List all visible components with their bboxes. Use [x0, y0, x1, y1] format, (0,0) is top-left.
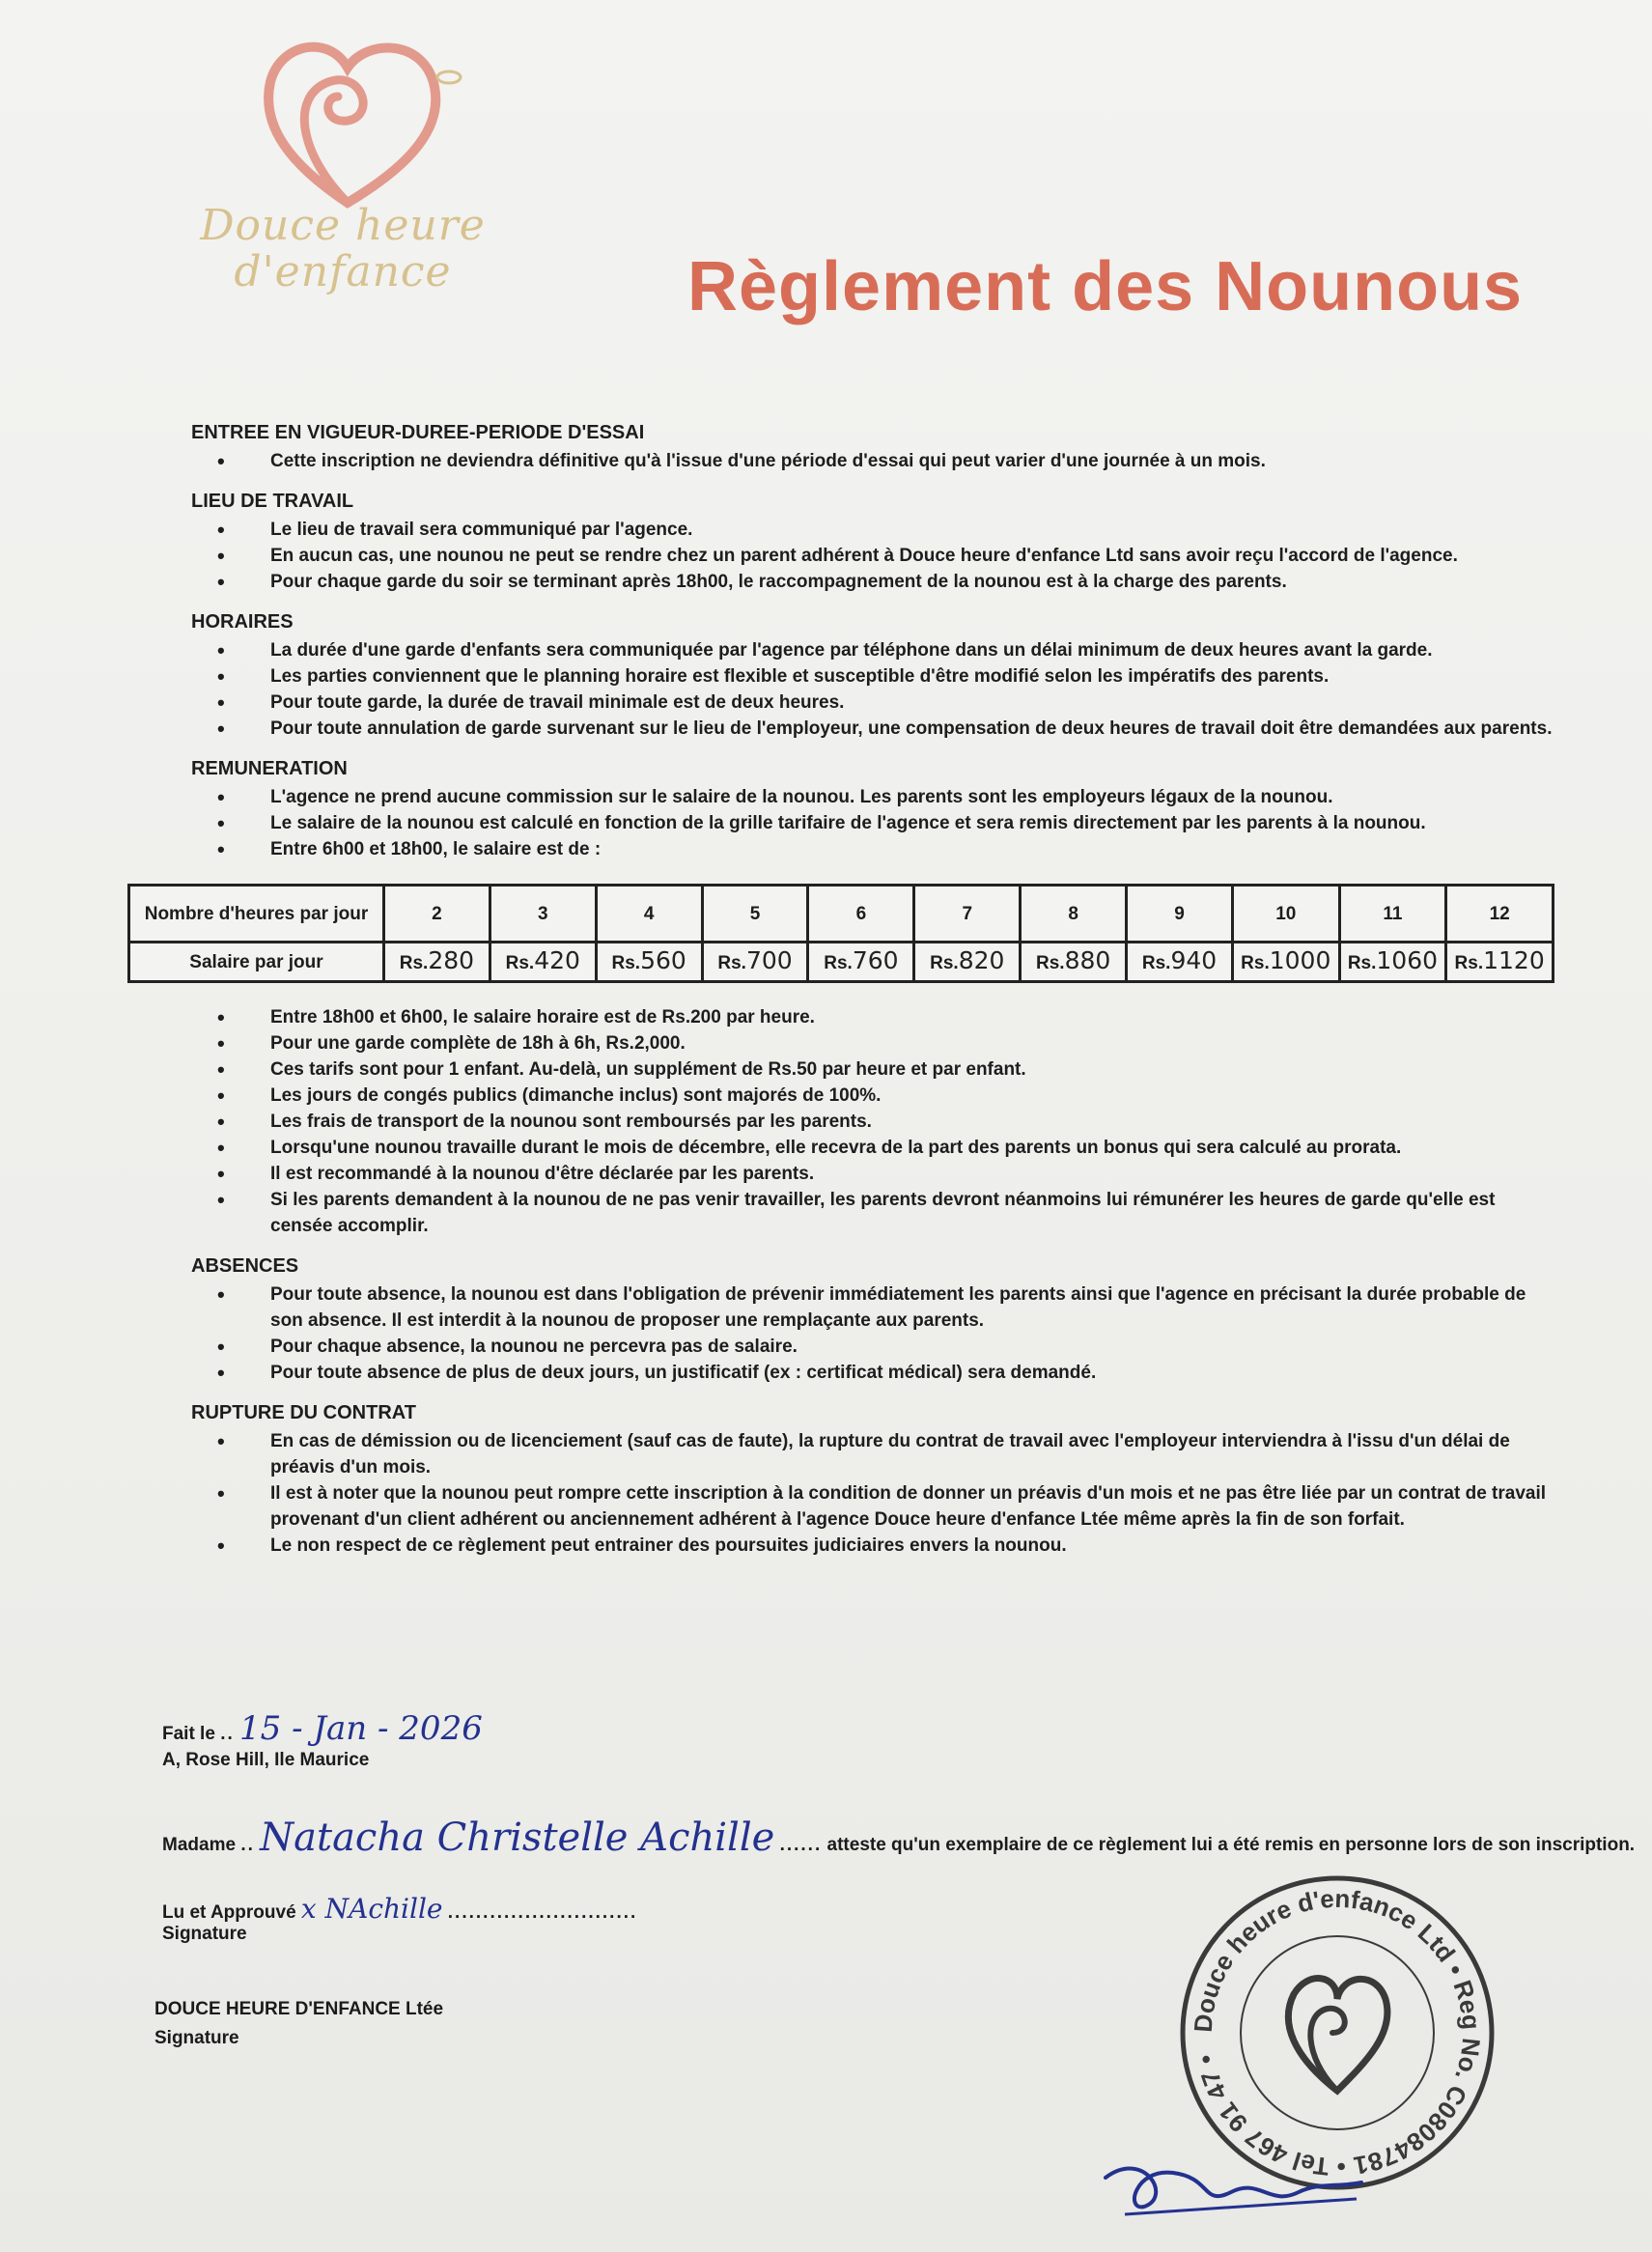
manager-signature-icon [1086, 2139, 1376, 2226]
list-item: • Pour chaque absence, la nounou ne percevra pas de salaire. [270, 1334, 1554, 1360]
currency-prefix: Rs. [717, 953, 746, 973]
rules-content [144, 406, 1554, 1559]
currency-prefix: Rs. [505, 953, 535, 973]
table-cell: 5 [702, 886, 808, 943]
section-list [183, 784, 1554, 862]
table-cell: 12 [1446, 886, 1554, 943]
table-cell: 4 [596, 886, 702, 943]
section-list [183, 637, 1554, 742]
amount-handwritten: 940 [1170, 946, 1218, 974]
salary-table [127, 884, 1554, 983]
amount-handwritten: 280 [428, 946, 475, 974]
table-cell: 8 [1021, 886, 1127, 943]
table-cell [596, 943, 702, 982]
table-cell: 6 [808, 886, 914, 943]
list-item: • Pour une garde complète de 18h à 6h, Rs.2,000. [270, 1030, 1554, 1056]
list-item: • Il est recommandé à la nounou d'être déclarée par les parents. [270, 1161, 1554, 1187]
amount-handwritten: 700 [745, 946, 793, 974]
table-cell: 2 [383, 886, 490, 943]
table-cell [1232, 943, 1339, 982]
lu-signature-handwritten: x NAchille [300, 1893, 443, 1925]
list-item: • L'agence ne prend aucune commission sur le salaire de la nounou. Les parents sont les employeurs légaux de la nounou. [270, 784, 1554, 810]
brand-line-2: d'enfance [234, 247, 452, 296]
brand-line-1: Douce heure [200, 201, 486, 250]
date-line: Fait le .. 15 - Jan - 2026 [162, 1709, 483, 1748]
table-cell [914, 943, 1021, 982]
section-list [183, 1428, 1554, 1559]
table-cell [702, 943, 808, 982]
list-item: • Cette inscription ne deviendra définitive qu'à l'issue d'une période d'essai qui peut varier d'une journée à un mois. [270, 448, 1554, 474]
table-cell [1021, 943, 1127, 982]
table-cell: 7 [914, 886, 1021, 943]
table-cell [1339, 943, 1446, 982]
name-handwritten: Natacha Christelle Achille [260, 1816, 775, 1860]
list-item: • Il est à noter que la nounou peut rompre cette inscription à la condition de donner un préavis d'un mois et ne pas être liée par un contrat de travail provenant d'un client adhérent ou anciennement adhérent à l'agence Douce heure d'enfance Ltée même après la fin de son forfait. [270, 1480, 1554, 1533]
table-cell [383, 943, 490, 982]
table-cell [490, 943, 596, 982]
amount-handwritten: 420 [534, 946, 580, 974]
section-heading: ABSENCES [191, 1255, 299, 1277]
table-cell: 9 [1127, 886, 1233, 943]
date-handwritten: 15 - Jan - 2026 [239, 1709, 483, 1748]
madame-label: Madame [162, 1835, 237, 1855]
section-heading: HORAIRES [191, 611, 294, 633]
section-list [183, 448, 1554, 474]
table-cell [1446, 943, 1554, 982]
section-heading: ENTREE EN VIGUEUR-DUREE-PERIODE D'ESSAI [191, 422, 645, 443]
table-cell: 10 [1232, 886, 1339, 943]
list-item: • Le lieu de travail sera communiqué par l'agence. [270, 517, 1554, 543]
table-row [129, 943, 1554, 982]
table-cell [1127, 943, 1233, 982]
currency-prefix: Rs. [1454, 953, 1484, 973]
currency-prefix: Rs. [930, 953, 959, 973]
list-item: • Ces tarifs sont pour 1 enfant. Au-delà, un supplément de Rs.50 par heure et par enfant. [270, 1056, 1554, 1083]
section-heading: REMUNERATION [191, 758, 348, 779]
list-item: • Les parties conviennent que le planning horaire est flexible et susceptible d'être modifié selon les impératifs des parents. [270, 663, 1554, 690]
table-row-label: Salaire par jour [129, 943, 384, 982]
currency-prefix: Rs. [1241, 953, 1270, 973]
fait-label: Fait le [162, 1724, 215, 1744]
list-item: • Le salaire de la nounou est calculé en fonction de la grille tarifaire de l'agence et sera remis directement par les parents à la nounou. [270, 810, 1554, 836]
list-item: • La durée d'une garde d'enfants sera communiquée par l'agence par téléphone dans un délai minimum de deux heures avant la garde. [270, 637, 1554, 663]
amount-handwritten: 560 [640, 946, 686, 974]
table-header-label: Nombre d'heures par jour [129, 886, 384, 943]
currency-prefix: Rs. [824, 953, 853, 973]
currency-prefix: Rs. [399, 953, 429, 973]
section-heading: RUPTURE DU CONTRAT [191, 1402, 416, 1423]
currency-prefix: Rs. [611, 953, 641, 973]
list-item: • Pour toute annulation de garde survenant sur le lieu de l'employeur, une compensation de deux heures de travail doit être demandées aux parents. [270, 716, 1554, 742]
list-item: • Les frais de transport de la nounou sont remboursés par les parents. [270, 1109, 1554, 1135]
lu-approuve-line: Lu et Approuvé x NAchille ........................... [162, 1893, 638, 1925]
section-list [183, 517, 1554, 595]
madame-line: Madame .. Natacha Christelle Achille ...... atteste qu'un exemplaire de ce règlement lui a été remis en personne lors de son inscription. [162, 1816, 1636, 1860]
section-heading: LIEU DE TRAVAIL [191, 491, 354, 512]
list-item: • Pour toute absence, la nounou est dans l'obligation de prévenir immédiatement les parents ainsi que l'agence en précisant la durée probable de son absence. Il est interdit à la nounou de proposer une remplaçante aux parents. [270, 1281, 1554, 1334]
amount-handwritten: 880 [1064, 946, 1111, 974]
amount-handwritten: 820 [958, 946, 1005, 974]
amount-handwritten: 1060 [1376, 946, 1439, 974]
list-item: • Le non respect de ce règlement peut entrainer des poursuites judiciaires envers la nounou. [270, 1533, 1554, 1559]
section-list [183, 1004, 1554, 1239]
signature-label: Signature [162, 1924, 247, 1944]
table-row [129, 886, 1554, 943]
currency-prefix: Rs. [1347, 953, 1377, 973]
amount-handwritten: 1120 [1483, 946, 1545, 974]
currency-prefix: Rs. [1141, 953, 1171, 973]
company-name: DOUCE HEURE D'ENFANCE Ltée [154, 1999, 444, 2019]
section-list [183, 1281, 1554, 1386]
amount-handwritten: 760 [852, 946, 899, 974]
stamp-text: Douce heure d'enfance Ltd • Reg No. C08084781 • Tel 467 91 47 • [1188, 1883, 1487, 2182]
brand-name [193, 203, 492, 296]
list-item: • Pour toute garde, la durée de travail minimale est de deux heures. [270, 690, 1554, 716]
list-item: • Pour chaque garde du soir se terminant après 18h00, le raccompagnement de la nounou est à la charge des parents. [270, 569, 1554, 595]
amount-handwritten: 1000 [1269, 946, 1331, 974]
attest-text: atteste qu'un exemplaire de ce règlement lui a été remis en personne lors de son inscription. [826, 1835, 1636, 1855]
list-item: • Si les parents demandent à la nounou de ne pas venir travailler, les parents devront néanmoins lui rémunérer les heures de garde qu'elle est censée accomplir. [270, 1187, 1554, 1239]
list-item: • Entre 18h00 et 6h00, le salaire horaire est de Rs.200 par heure. [270, 1004, 1554, 1030]
list-item: • En aucun cas, une nounou ne peut se rendre chez un parent adhérent à Douce heure d'enfance Ltd sans avoir reçu l'accord de l'agence. [270, 543, 1554, 569]
lu-label: Lu et Approuvé [162, 1902, 296, 1923]
table-cell: 3 [490, 886, 596, 943]
table-cell [808, 943, 914, 982]
place-text: A, Rose Hill, Ile Maurice [162, 1750, 370, 1770]
list-item: • En cas de démission ou de licenciement (sauf cas de faute), la rupture du contrat de travail avec l'employeur interviendra à l'issu d'un délai de préavis d'un mois. [270, 1428, 1554, 1480]
page-title: Règlement des Nounous [687, 248, 1524, 325]
list-item: • Lorsqu'une nounou travaille durant le mois de décembre, elle recevra de la part des parents un bonus qui sera calculé au prorata. [270, 1135, 1554, 1161]
table-cell: 11 [1339, 886, 1446, 943]
company-signature-label: Signature [154, 2028, 239, 2048]
currency-prefix: Rs. [1035, 953, 1065, 973]
list-item: • Les jours de congés publics (dimanche inclus) sont majorés de 100%. [270, 1083, 1554, 1109]
list-item: • Pour toute absence de plus de deux jours, un justificatif (ex : certificat médical) sera demandé. [270, 1360, 1554, 1386]
list-item: • Entre 6h00 et 18h00, le salaire est de : [270, 836, 1554, 862]
